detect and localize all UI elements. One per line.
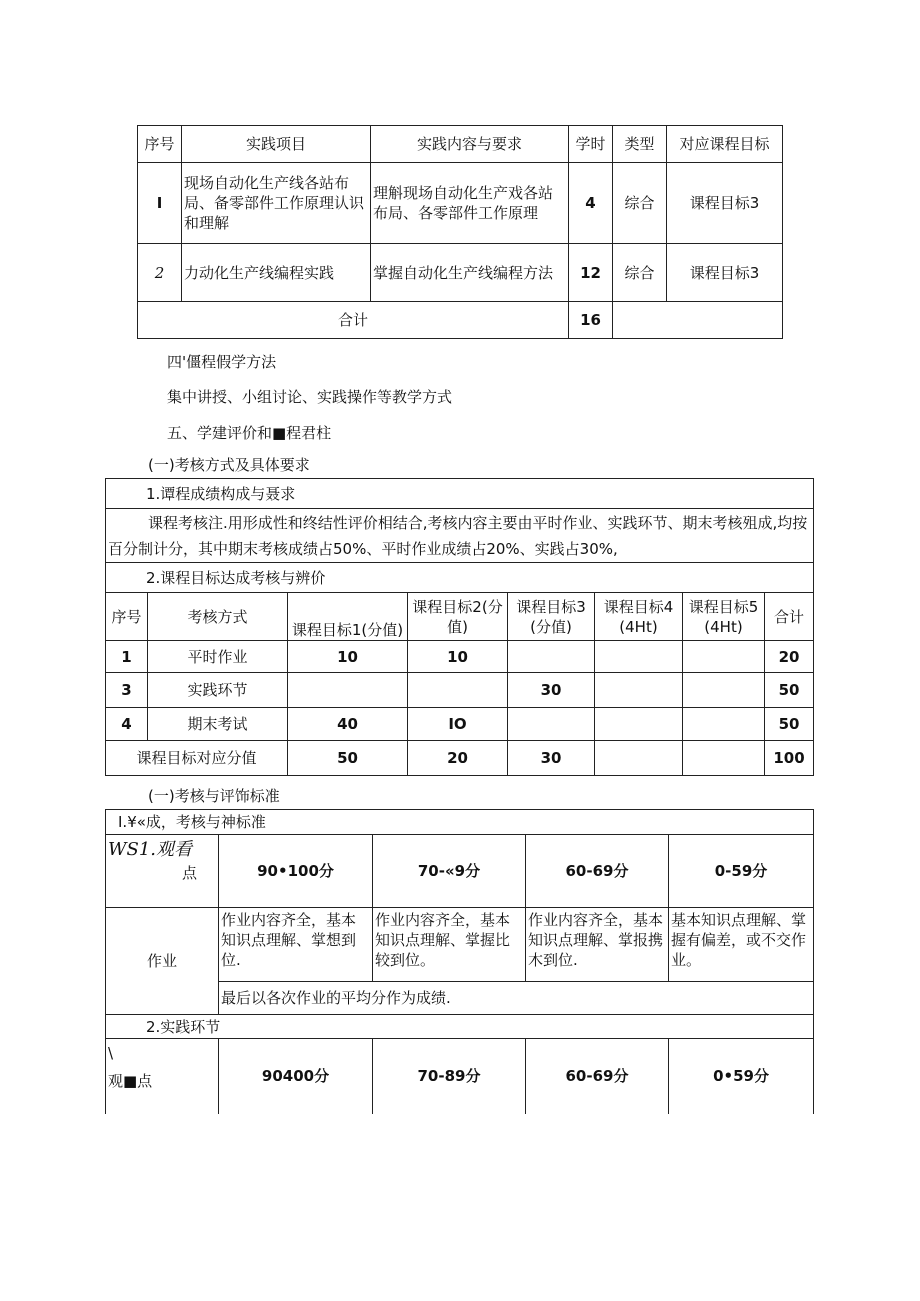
target-1-score: 10	[288, 641, 408, 673]
grade-header-row-2	[106, 1039, 814, 1114]
practice-project: 力动化生产线编程实践	[182, 244, 371, 302]
table-row	[106, 673, 814, 708]
sum-target-1: 50	[288, 741, 408, 776]
part-2-title: 2.课程目标达成考核与辨价	[106, 563, 814, 593]
criteria-row-label: 作业	[106, 908, 219, 1015]
total-label: 合计	[138, 302, 569, 339]
target-4-score	[595, 708, 683, 741]
criteria-cell: 作业内容齐全，基本知识点理解、掌想到位.	[219, 908, 373, 982]
target-4-score	[595, 673, 683, 708]
target-5-score	[683, 641, 765, 673]
header-cell: 类型	[613, 126, 667, 163]
grade-header: 60-69分	[526, 1039, 669, 1114]
target-5-score	[683, 708, 765, 741]
table-row	[106, 641, 814, 673]
row-number: I	[138, 163, 182, 244]
practice-hours: 12	[569, 244, 613, 302]
table-row	[106, 708, 814, 741]
header-cell: 序号	[106, 593, 148, 641]
diagonal-header-cell-2	[106, 1039, 219, 1114]
row-total: 50	[765, 708, 814, 741]
assess-method: 期末考试	[148, 708, 288, 741]
row-total: 20	[765, 641, 814, 673]
part-1-text	[106, 509, 814, 563]
practice-type: 综合	[613, 163, 667, 244]
practice-hours: 4	[569, 163, 613, 244]
sum-target-5	[683, 741, 765, 776]
row-number: 1	[106, 641, 148, 673]
target-3-score	[508, 641, 595, 673]
header-cell: 课程目标5(4Ht)	[683, 593, 765, 641]
criteria-cell: 作业内容齐全，基本知识点理解、掌报携木到位.	[526, 908, 669, 982]
header2-line-1: \	[108, 1044, 114, 1062]
row-total: 50	[765, 673, 814, 708]
grade-header: 70-89分	[373, 1039, 526, 1114]
sum-target-3: 30	[508, 741, 595, 776]
header-label-line-2: 点	[182, 864, 198, 882]
header-cell: 学时	[569, 126, 613, 163]
header-cell: 课程目标4(4Ht)	[595, 593, 683, 641]
criteria-row	[106, 908, 814, 982]
target-2-score	[408, 673, 508, 708]
assess-method: 平时作业	[148, 641, 288, 673]
grade-header: 90•100分	[219, 835, 373, 908]
practice-content: 掌握自动化生产线编程方法	[371, 244, 569, 302]
practice-target: 课程目标3	[667, 163, 783, 244]
grade-header: 0•59分	[669, 1039, 814, 1114]
criteria-cell: 作业内容齐全，基本知识点理解、掌握比较到位。	[373, 908, 526, 982]
sum-target-4	[595, 741, 683, 776]
assess-method: 实践环节	[148, 673, 288, 708]
section-4-title: 四'僵程假学方法	[167, 353, 277, 371]
header-label-line-1: WS1.观看	[108, 839, 193, 860]
target-4-score	[595, 641, 683, 673]
grade-header: 90400分	[219, 1039, 373, 1114]
header-row	[106, 593, 814, 641]
sum-row	[106, 741, 814, 776]
target-3-score	[508, 708, 595, 741]
row-number: 3	[106, 673, 148, 708]
target-1-score: 40	[288, 708, 408, 741]
criteria-part-2-title: 2.实践环节	[106, 1015, 814, 1039]
header-cell: 课程目标3(分值)	[508, 593, 595, 641]
header-cell: 实践项目	[182, 126, 371, 163]
target-1-score	[288, 673, 408, 708]
target-5-score	[683, 673, 765, 708]
header-cell	[288, 593, 408, 641]
criteria-part-1-title: I.¥«成，考核与神标准	[106, 810, 814, 835]
sum-total: 100	[765, 741, 814, 776]
table-row	[138, 244, 783, 302]
row-number: 2	[138, 244, 182, 302]
section-5-title: 五、学建评价和■程君柱	[167, 424, 332, 442]
sum-target-2: 20	[408, 741, 508, 776]
practice-type: 综合	[613, 244, 667, 302]
part-1-title: 1.谭程成绩构成与聂求	[106, 479, 814, 509]
header-cell: 考核方式	[148, 593, 288, 641]
grade-header: 70-«9分	[373, 835, 526, 908]
practice-project: 现场自动化生产线各站布局、备零部件工作原理认识和理解	[182, 163, 371, 244]
header2-line-2: 观■点	[108, 1072, 153, 1090]
header-cell: 实践内容与要求	[371, 126, 569, 163]
total-row	[138, 302, 783, 339]
header-text: 课程目标1(分值)	[291, 621, 404, 639]
subsection-1-title: (一)考核方式及具体要求	[148, 456, 310, 474]
row-number: 4	[106, 708, 148, 741]
practice-table	[137, 125, 783, 339]
header-cell: 课程目标2(分值)	[408, 593, 508, 641]
sum-label: 课程目标对应分值	[106, 741, 288, 776]
practice-content: 理斛现场自动化生产戏各站布局、各零部件工作原理	[371, 163, 569, 244]
grade-header: 0-59分	[669, 835, 814, 908]
grade-header-row	[106, 835, 814, 908]
target-3-score: 30	[508, 673, 595, 708]
assessment-table	[105, 478, 814, 776]
header-cell: 合计	[765, 593, 814, 641]
part-1-text-content: 课程考核注.用形成性和终结性评价相结合,考核内容主要由平时作业、实践环节、期末考核殂成,均按百分制计分，其中期末考核成绩占50%、平时作业成绩占20%、实践占30%,	[108, 513, 808, 558]
target-2-score: IO	[408, 708, 508, 741]
grade-header: 60-69分	[526, 835, 669, 908]
criteria-note: 最后以各次作业的平均分作为成绩.	[219, 982, 814, 1015]
criteria-table	[105, 809, 814, 1114]
diagonal-header-cell	[106, 835, 219, 908]
header-cell: 序号	[138, 126, 182, 163]
empty-cell	[613, 302, 783, 339]
target-2-score: 10	[408, 641, 508, 673]
criteria-cell: 基本知识点理解、掌握有偏差，或不交作业。	[669, 908, 814, 982]
table-row	[138, 163, 783, 244]
total-hours: 16	[569, 302, 613, 339]
section-4-text: 集中讲授、小组讨论、实践操作等教学方式	[167, 388, 453, 406]
subsection-2-title: (一)考核与评饰标准	[148, 787, 280, 805]
header-cell: 对应课程目标	[667, 126, 783, 163]
practice-target: 课程目标3	[667, 244, 783, 302]
